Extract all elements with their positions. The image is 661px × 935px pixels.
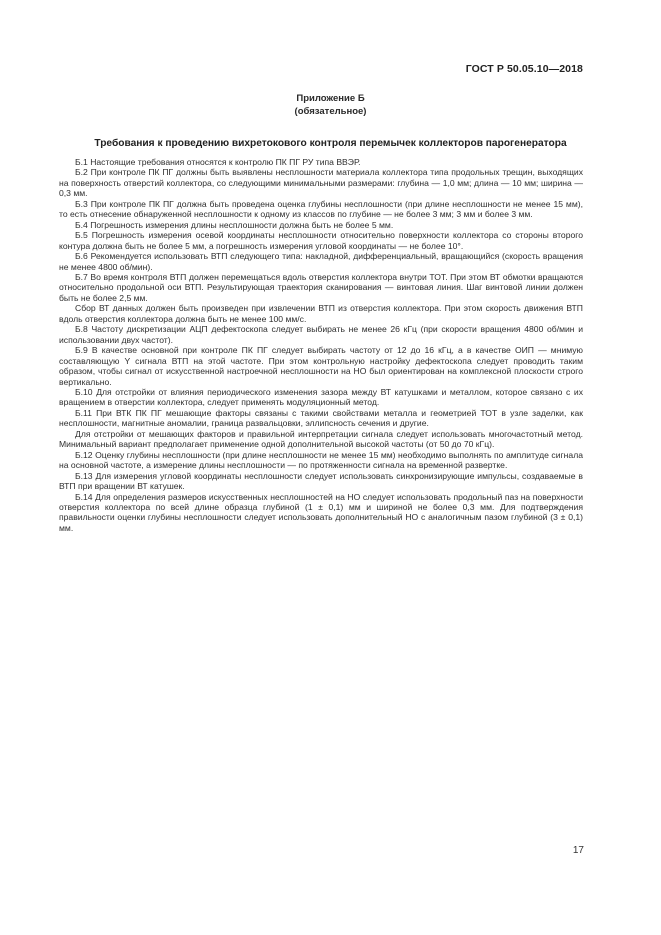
paragraph-b4: Б.4 Погрешность измерения длины несплошности должна быть не более 5 мм. (75, 219, 394, 230)
paragraph-b9: Б.9 В качестве основной при контроле ПК ПГ следует выбирать частоту от 12 до 16 кГц, а в качестве ОИП — мнимую составляющую Y сигнала ВТП на этой частоте. При этом контрольную настройку дефектоскопа следует проводить таким образом, чтобы сигнал от искусственной настроечной несплошности на НО был ориентирован на комплексной плоскости строго вертикально. (59, 345, 583, 387)
section-title: Требования к проведению вихретокового контроля перемычек коллекторов парогенератора (94, 138, 567, 149)
paragraph-b11: Б.11 При ВТК ПК ПГ мешающие факторы связаны с такими свойствами металла и геометрией ТОТ в узле заделки, как несплошности, магнитные аномалии, граница развальцовки, эллипсность сечения и другие. (59, 407, 583, 429)
paragraph-b7: Б.7 Во время контроля ВТП должен перемещаться вдоль отверстия коллектора внутри ТОТ. При этом ВТ обмотки вращаются относительно продольной оси ВТП. Результирующая траектория сканирования — винтовая линия. Шаг винтовой линии должен быть не более 2,5 мм. (59, 271, 583, 303)
appendix-title: Приложение Б (296, 93, 365, 104)
paragraph-b6: Б.6 Рекомендуется использовать ВТП следующего типа: накладной, дифференциальный, вращающийся (скорость вращения не менее 4800 об/мин). (59, 251, 583, 272)
paragraph-b3: Б.3 При контроле ПК ПГ должна быть проведена оценка глубины несплошности (при длине несплошности не менее 15 мм), то есть отнесение обнаруженной несплошности к одному из классов по глубине — не более 3 мм; 3 мм и более 3 мм. (59, 198, 583, 220)
paragraph-b8: Б.8 Частоту дискретизации АЦП дефектоскопа следует выбирать не менее 26 кГц (при скорости вращения 4800 об/мин и использовании двух частот). (59, 324, 583, 345)
paragraph-b12: Б.12 Оценку глубины несплошности (при длине несплошности не менее 15 мм) необходимо выполнять по амплитуде сигнала на основной частоте, а измерение длины несплошности — по протяженности сигнала на временной развертке. (59, 449, 583, 471)
document-code: ГОСТ Р 50.05.10—2018 (465, 63, 583, 75)
paragraph-b1: Б.1 Настоящие требования относятся к контролю ПК ПГ РУ типа ВВЭР. (75, 157, 361, 167)
body-text (59, 157, 583, 533)
paragraph-b2: Б.2 При контроле ПК ПГ должны быть выявлены несплошности материала коллектора типа продольных трещин, выходящих на поверхность отверстий коллектора, со следующими минимальными размерами: глубина — 1,0 мм; длина — 10 мм; ширина — 0,3 мм. (59, 167, 583, 199)
appendix-status: (обязательное) (294, 106, 367, 117)
paragraph-b5: Б.5 Погрешность измерения осевой координаты несплошности относительно поверхности коллектора со стороны второго контура должна быть не более 5 мм, а погрешность измерения угловой координаты — не более 10°. (59, 230, 583, 251)
paragraph-b11-continued: Для отстройки от мешающих факторов и правильной интерпретации сигнала следует использовать многочастотный метод. Минимальный вариант предполагает применение одной дополнительной высокой частоты (от 50 до 70 кГц). (59, 428, 583, 450)
paragraph-b10: Б.10 Для отстройки от влияния периодического изменения зазора между ВТ катушками и металлом, которое связано с их вращением в отверстии коллектора, следует применять модуляционный метод. (59, 386, 583, 408)
paragraph-b7-continued: Сбор ВТ данных должен быть произведен при извлечении ВТП из отверстия коллектора. При этом скорость движения ВТП вдоль отверстия коллектора должна быть не менее 100 мм/с. (59, 303, 583, 324)
paragraph-b13: Б.13 Для измерения угловой координаты несплошности следует использовать синхронизирующие импульсы, создаваемые в ВТП при вращении ВТ катушек. (59, 470, 583, 492)
page-number: 17 (572, 845, 584, 856)
paragraph-b14: Б.14 Для определения размеров искусственных несплошностей на НО следует использовать продольный паз на поверхности отверстия коллектора по всей длине образца глубиной (1 ± 0,1) мм и шириной не более 0,3 мм. Для подтверждения правильности оценки глубины несплошности следует использовать дополнительный НО с аналогичным пазом глубиной (3 ± 0,1) мм. (59, 491, 583, 533)
